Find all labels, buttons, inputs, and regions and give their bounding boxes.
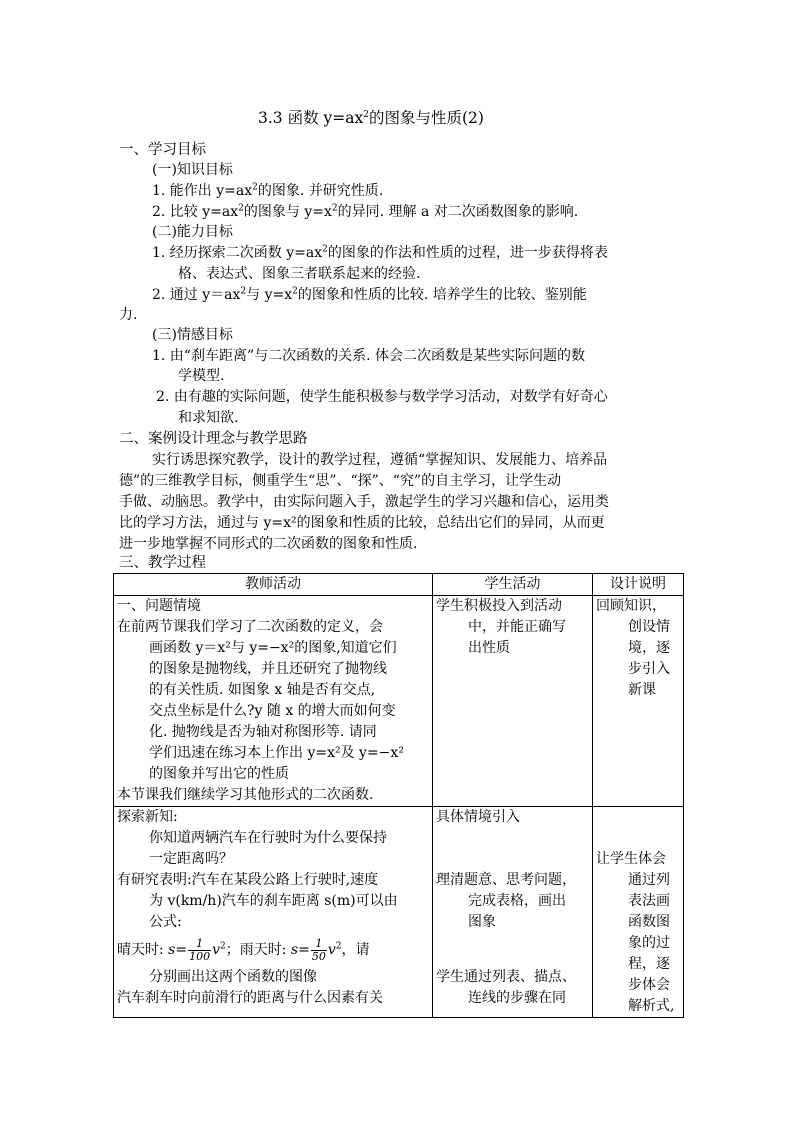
table-header-row [114, 574, 684, 596]
row1-text: 化. 抛物线是否为轴对称图形等. 请同 [149, 724, 377, 740]
row2-teacher-cell [114, 807, 433, 1018]
row1-heading: 一、问题情境 [117, 598, 201, 614]
row2-design-text: 解析式, [628, 998, 675, 1014]
ability-item-2-cont: 力. [119, 307, 138, 323]
row1-text: 在前两节课我们学习了二次函数的定义，会 [117, 619, 383, 635]
row1-design-text: 新课 [628, 682, 656, 698]
row2-text: 分别画出这两个函数的图像 [149, 969, 317, 985]
table-row [114, 807, 684, 1018]
row1-design-text: 回顾知识， [596, 598, 666, 614]
row1-text: 的图象并写出它的性质 [149, 766, 289, 782]
row2-student-text: 连线的步骤在同 [468, 990, 566, 1006]
row1-design-text: 步引入 [628, 661, 670, 677]
row1-student-cell [433, 596, 593, 807]
row2-text: 一定距离吗？ [149, 851, 233, 867]
ability-item-1: 1. 经历探索二次函数 $y=ax^2$的图象的作法和性质的过程，进一步获得将表 [152, 244, 608, 261]
row1-text: 本节课我们继续学习其他形式的二次函数. [117, 787, 374, 803]
header-student: 学生活动 [433, 574, 593, 596]
row1-student-text: 中，并能正确写 [468, 619, 566, 635]
rainy-label: ；雨天时: [225, 942, 287, 958]
emotion-item-2: 2. 由有趣的实际问题，使学生能积极参与数学学习活动，对数学有好奇心 [156, 389, 608, 405]
row1-student-text: 学生积极投入到活动 [436, 598, 562, 614]
row1-design-cell [593, 596, 684, 807]
section-heading-2: 二、案例设计理念与教学思路 [119, 431, 308, 447]
table-row [114, 596, 684, 807]
row1-design-text: 境，逐 [628, 640, 670, 656]
row2-text: 汽车刹车时向前滑行的距离与什么因素有关 [117, 990, 383, 1006]
row2-heading: 探索新知: [117, 809, 178, 825]
row1-text: 画函数 y＝x²与 y=−x²的图象,知道它们 [149, 640, 397, 656]
ability-item-1-cont: 格、表达式、图象三者联系起来的经验. [178, 266, 421, 282]
row1-text: 学们迅速在练习本上作出 y=x²及 y=−x² [149, 745, 404, 761]
row2-design-text: 让学生体会 [596, 851, 666, 867]
row2-design-text: 通过列 [628, 872, 670, 888]
paragraph-line-5: 进一步地掌握不同形式的二次函数的图象和性质. [119, 536, 418, 552]
emotion-item-1-cont: 学模型. [178, 368, 225, 384]
paragraph-line-3: 手做、动脑思。教学中，由实际问题入手，激起学生的学习兴趣和信心，运用类 [119, 494, 609, 510]
row2-design-text: 表法画 [628, 893, 670, 909]
emotion-item-1: 1. 由“刹车距离”与二次函数的关系. 体会二次函数是某些实际问题的数 [152, 348, 586, 364]
row1-teacher-cell [114, 596, 433, 807]
emotion-item-2-cont: 和求知欲. [178, 410, 239, 426]
row2-design-text: 函数图 [628, 914, 670, 930]
fraction-rainy: $\frac{1}{50}$ [311, 936, 326, 963]
row2-text: 你知道两辆汽车在行驶时为什么要保持 [149, 830, 387, 846]
row1-text: 的有关性质. 如图象 x 轴是否有交点, [149, 682, 376, 698]
row2-student-text: 学生通过列表、描点、 [436, 969, 576, 985]
row1-student-text: 出性质 [468, 640, 510, 656]
row1-design-text: 创设情 [628, 619, 670, 635]
knowledge-item-1: 1. 能作出 $y=ax^2$的图象. 并研究性质. [152, 182, 384, 199]
row2-text: 为 v(km/h)汽车的刹车距离 s(m)可以由 [149, 893, 398, 909]
subheading-ability: (二)能力目标 [152, 224, 233, 240]
formula-line: 晴天时: s= $\frac{1}{100}$ $v^2$；雨天时: s= $\frac{1}{50}$ $v^2$，请 [117, 936, 370, 963]
knowledge-item-2: 2. 比较 $y=ax^2$的图象与 $y=x^2$的异同. 理解 a 对二次函数图象的影响. [152, 203, 579, 220]
section-heading-3: 三、教学过程 [119, 555, 206, 571]
paragraph-line-1: 实行诱思探究教学，设计的教学过程，遵循“掌握知识、发展能力、培养品 [152, 452, 608, 468]
subheading-emotion: (三)情感目标 [152, 327, 233, 343]
subheading-knowledge: (一)知识目标 [152, 162, 233, 178]
header-design: 设计说明 [593, 574, 684, 596]
teaching-process-table [113, 573, 684, 1018]
paragraph-line-4: 比的学习方法，通过与 y=x²的图象和性质的比较，总结出它们的异同，从而更 [119, 515, 605, 531]
row2-text: 有研究表明:汽车在某段公路上行驶时,速度 [117, 872, 379, 888]
row2-design-text: 步体会 [628, 977, 670, 993]
row2-student-text: 具体情境引入 [436, 809, 520, 825]
row2-student-cell [433, 807, 593, 1018]
ask-text: ，请 [341, 942, 370, 958]
paragraph-line-2: 德”的三维教学目标，侧重学生“思”、“探”、“究”的自主学习，让学生动 [119, 473, 562, 489]
row2-student-text: 完成表格，画出 [468, 893, 566, 909]
header-teacher: 教师活动 [114, 574, 433, 596]
ability-item-2: 2. 通过 $y=ax^2$与 $y=x^2$的图象和性质的比较. 培养学生的比较、鉴别能 [152, 286, 587, 303]
row2-text: 公式: [149, 914, 182, 930]
row2-student-text: 图象 [468, 914, 496, 930]
section-heading-1: 一、学习目标 [119, 142, 206, 158]
sunny-label: 晴天时: [117, 942, 164, 958]
row2-design-cell [593, 807, 684, 1018]
row2-design-text: 程，逐 [628, 956, 670, 972]
fraction-sunny: $\frac{1}{100}$ [189, 936, 211, 963]
row1-text: 交点坐标是什么?y 随 x 的增大而如何变 [149, 703, 396, 719]
page-title: 3.3 函数 $y=ax^2$的图象与性质(2) [258, 109, 484, 127]
row2-design-text: 象的过 [628, 935, 670, 951]
row2-student-text: 理清题意、思考问题， [436, 872, 576, 888]
row1-text: 的图象是抛物线，并且还研究了抛物线 [149, 661, 387, 677]
